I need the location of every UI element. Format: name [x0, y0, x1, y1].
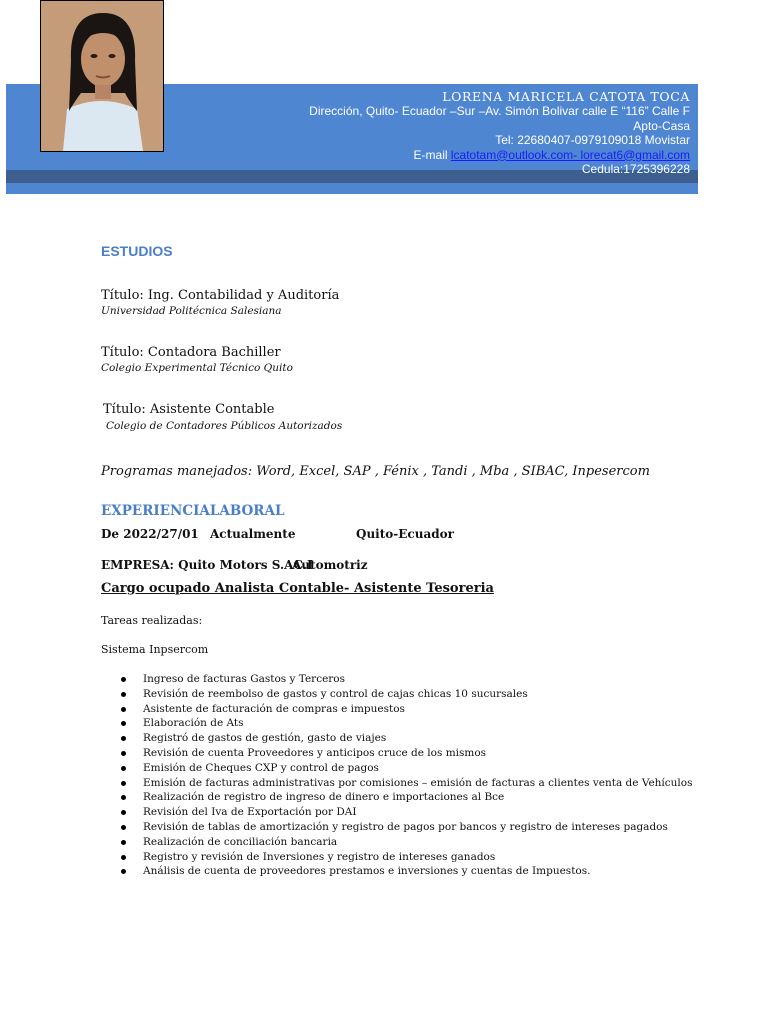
- task-item: Ingreso de facturas Gastos y Terceros: [118, 672, 693, 687]
- company-sector: Automotriz: [292, 558, 368, 572]
- cedula: Cedula:1725396228: [581, 162, 690, 176]
- task-item: Elaboración de Ats: [118, 716, 693, 731]
- task-item: Revisión de reembolso de gastos y control de cajas chicas 10 sucursales: [118, 687, 693, 702]
- edu-institution-2: Colegio Experimental Técnico Quito: [101, 362, 293, 374]
- date-from: De 2022/27/01: [101, 527, 199, 541]
- email-row: [309, 148, 690, 163]
- task-item: Realización de registro de ingreso de dinero e importaciones al Bce: [118, 790, 693, 805]
- task-item: Asistente de facturación de compras e impuestos: [118, 702, 693, 717]
- email-link[interactable]: lcatotam@outlook.com- lorecat6@gmail.com: [450, 147, 690, 162]
- phone: Tel: 22680407-0979109018 Movistar: [495, 133, 690, 147]
- profile-photo: [40, 0, 164, 152]
- edu-institution-3: Colegio de Contadores Públicos Autorizados: [106, 420, 343, 432]
- programs-used: Programas manejados: Word, Excel, SAP , Fénix , Tandi , Mba , SIBAC, Inpesercom: [101, 464, 650, 479]
- full-name: LORENA MARICELA CATOTA TOCA: [442, 89, 690, 104]
- email-label: E-mail: [413, 147, 451, 162]
- address-line: Dirección, Quito- Ecuador –Sur –Av. Simón Bolivar calle E “116” Calle F: [309, 104, 690, 118]
- job-position: Cargo ocupado Analista Contable- Asistente Tesoreria: [101, 581, 494, 596]
- edu-title-3: Título: Asistente Contable: [103, 402, 275, 417]
- company-name: EMPRESA: Quito Motors S.AC.I: [101, 558, 313, 572]
- task-item: Revisión del Iva de Exportación por DAI: [118, 805, 693, 820]
- profile-photo-illustration: [41, 1, 163, 151]
- task-item: Emisión de Cheques CXP y control de pagos: [118, 761, 693, 776]
- tasks-label: Tareas realizadas:: [101, 614, 203, 627]
- section-heading-experiencia: EXPERIENCIALABORAL: [101, 503, 285, 519]
- task-item: Emisión de facturas administrativas por comisiones – emisión de facturas a clientes venta de Vehículos: [118, 776, 693, 791]
- system-name: Sistema Inpsercom: [101, 643, 209, 656]
- task-item: Registró de gastos de gestión, gasto de viajes: [118, 731, 693, 746]
- edu-institution-1: Universidad Politécnica Salesiana: [101, 305, 282, 317]
- task-item: Análisis de cuenta de proveedores prestamos e inversiones y cuentas de Impuestos.: [118, 864, 693, 879]
- section-heading-estudios: ESTUDIOS: [101, 243, 173, 259]
- date-to: Actualmente: [210, 527, 296, 541]
- task-item: Revisión de tablas de amortización y registro de pagos por bancos y registro de intereses pagados: [118, 820, 693, 835]
- task-item: Revisión de cuenta Proveedores y anticipos cruce de los mismos: [118, 746, 693, 761]
- edu-title-1: Título: Ing. Contabilidad y Auditoría: [101, 288, 340, 303]
- address-line-2: Apto-Casa: [633, 118, 690, 133]
- edu-title-2: Título: Contadora Bachiller: [101, 345, 281, 360]
- contact-info: [309, 89, 690, 177]
- job-location: Quito-Ecuador: [356, 527, 454, 541]
- task-item: Registro y revisión de Inversiones y registro de intereses ganados: [118, 850, 693, 865]
- task-item: Realización de conciliación bancaria: [118, 835, 693, 850]
- task-list: [118, 672, 693, 879]
